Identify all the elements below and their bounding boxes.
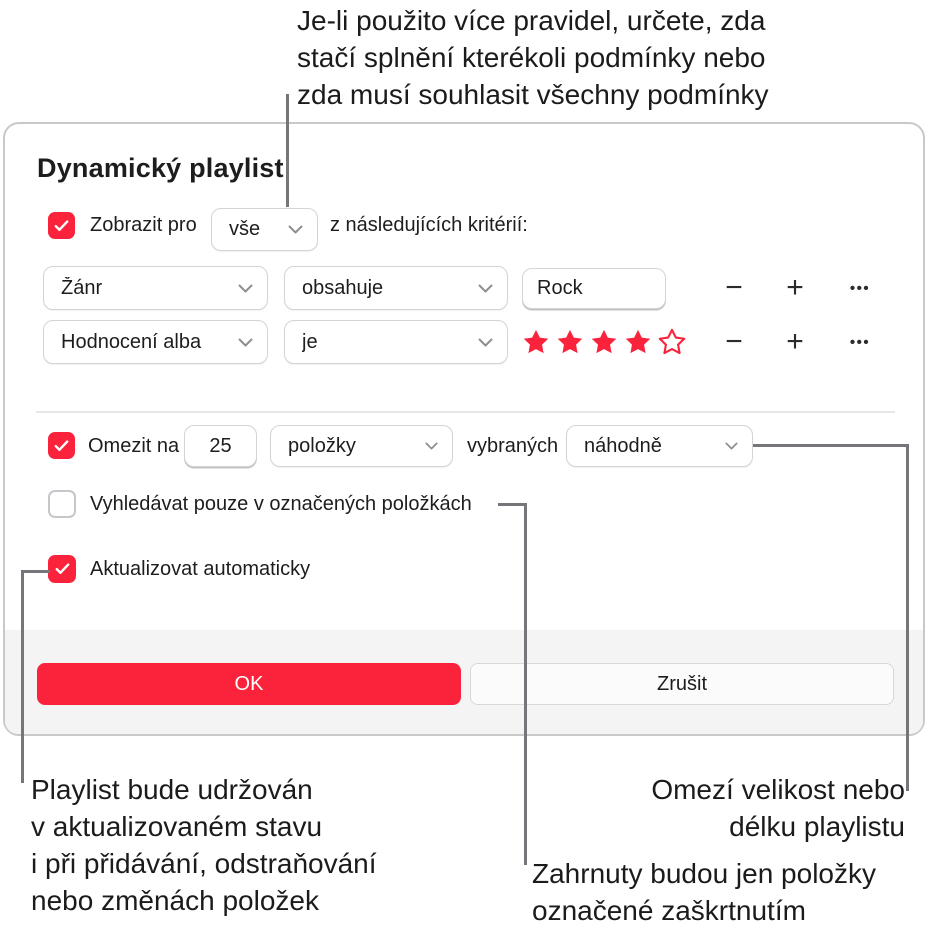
rule2-field-value: Hodnocení alba [61,330,202,353]
star-filled-icon[interactable] [522,328,550,356]
limit-count-field[interactable] [184,425,257,467]
callout-line-right-horizontal [753,444,909,447]
chevron-down-icon [478,338,493,347]
star-rating[interactable] [522,328,686,356]
rule1-add-button[interactable]: + [786,271,804,304]
annotation-live-update [31,771,377,919]
rule1-more-button[interactable]: ••• [849,279,871,297]
annotation-line: v aktualizovaném stavu [31,811,323,842]
annotation-line: i při přidávání, odstraňování [31,848,377,879]
chevron-down-icon [478,284,493,293]
rule1-value-text: Rock [537,277,583,299]
live-update-label: Aktualizovat automaticky [90,558,311,580]
annotation-checked-only [532,855,876,929]
callout-line-left-horizontal [21,570,50,573]
annotation-line: Omezí velikost nebo [651,774,905,805]
chevron-down-icon [425,442,438,450]
callout-line-left-vertical [21,570,24,783]
checkmark-icon [55,563,70,575]
chevron-down-icon [288,225,303,234]
rule2-operator-select[interactable] [284,320,508,364]
checked-only-checkbox[interactable] [48,490,76,518]
callout-line-top-vertical [286,94,289,207]
rule1-value-field[interactable] [522,268,666,309]
rule1-field-value: Žánr [61,276,103,299]
checkmark-icon [54,220,69,232]
live-update-checkbox[interactable] [48,555,76,583]
chevron-down-icon [238,338,253,347]
annotation-line: stačí splnění kterékoli podmínky nebo [297,42,766,73]
limit-middle-label: vybraných [467,435,559,457]
annotation-line: označené zaškrtnutím [532,895,806,926]
rule2-operator-value: je [302,330,318,353]
match-rule-select-value: vše [229,218,261,240]
chevron-down-icon [238,284,253,293]
limit-unit-value: položky [288,434,356,457]
callout-line-middle-vertical [524,503,527,865]
star-filled-icon[interactable] [590,328,618,356]
callout-line-right-vertical [906,444,909,791]
annotation-line: Zahrnuty budou jen položky [532,858,876,889]
ok-button[interactable]: OK [37,663,461,705]
annotation-match-rules [297,2,769,113]
limit-order-value: náhodně [584,434,662,457]
match-rule-select[interactable] [211,208,318,251]
rule1-remove-button[interactable]: − [725,271,743,304]
chevron-down-icon [725,442,738,450]
star-filled-icon[interactable] [556,328,584,356]
rule2-remove-button[interactable]: − [725,325,743,358]
rule2-add-button[interactable]: + [786,325,804,358]
match-checkbox[interactable] [48,212,75,239]
match-label-suffix: z následujících kritérií: [330,214,528,236]
annotation-line: Je-li použito více pravidel, určete, zda [297,5,766,36]
checkmark-icon [54,440,69,452]
page-title: Dynamický playlist [37,153,284,183]
checked-only-label: Vyhledávat pouze v označených položkách [90,493,472,515]
annotation-line: Playlist bude udržován [31,774,313,805]
rule2-more-button[interactable]: ••• [849,333,871,351]
smart-playlist-dialog [3,122,925,736]
limit-unit-select[interactable] [270,425,453,467]
star-outline-icon[interactable] [658,328,686,356]
annotation-line: nebo změnách položek [31,885,319,916]
annotation-limit [651,771,905,845]
rule1-operator-value: obsahuje [302,276,384,299]
rule1-operator-select[interactable] [284,266,508,310]
annotation-line: délku playlistu [729,811,905,842]
match-label-prefix: Zobrazit pro [90,214,197,236]
rule2-field-select[interactable] [43,320,268,364]
star-filled-icon[interactable] [624,328,652,356]
callout-line-middle-horizontal [498,503,527,506]
limit-count-value: 25 [209,434,232,457]
annotation-line: zda musí souhlasit všechny podmínky [297,79,769,110]
limit-checkbox[interactable] [48,432,75,459]
rule1-field-select[interactable] [43,266,268,310]
cancel-button[interactable]: Zrušit [470,663,894,705]
section-divider [36,411,895,413]
limit-order-select[interactable] [566,425,753,467]
limit-label: Omezit na [88,435,180,457]
